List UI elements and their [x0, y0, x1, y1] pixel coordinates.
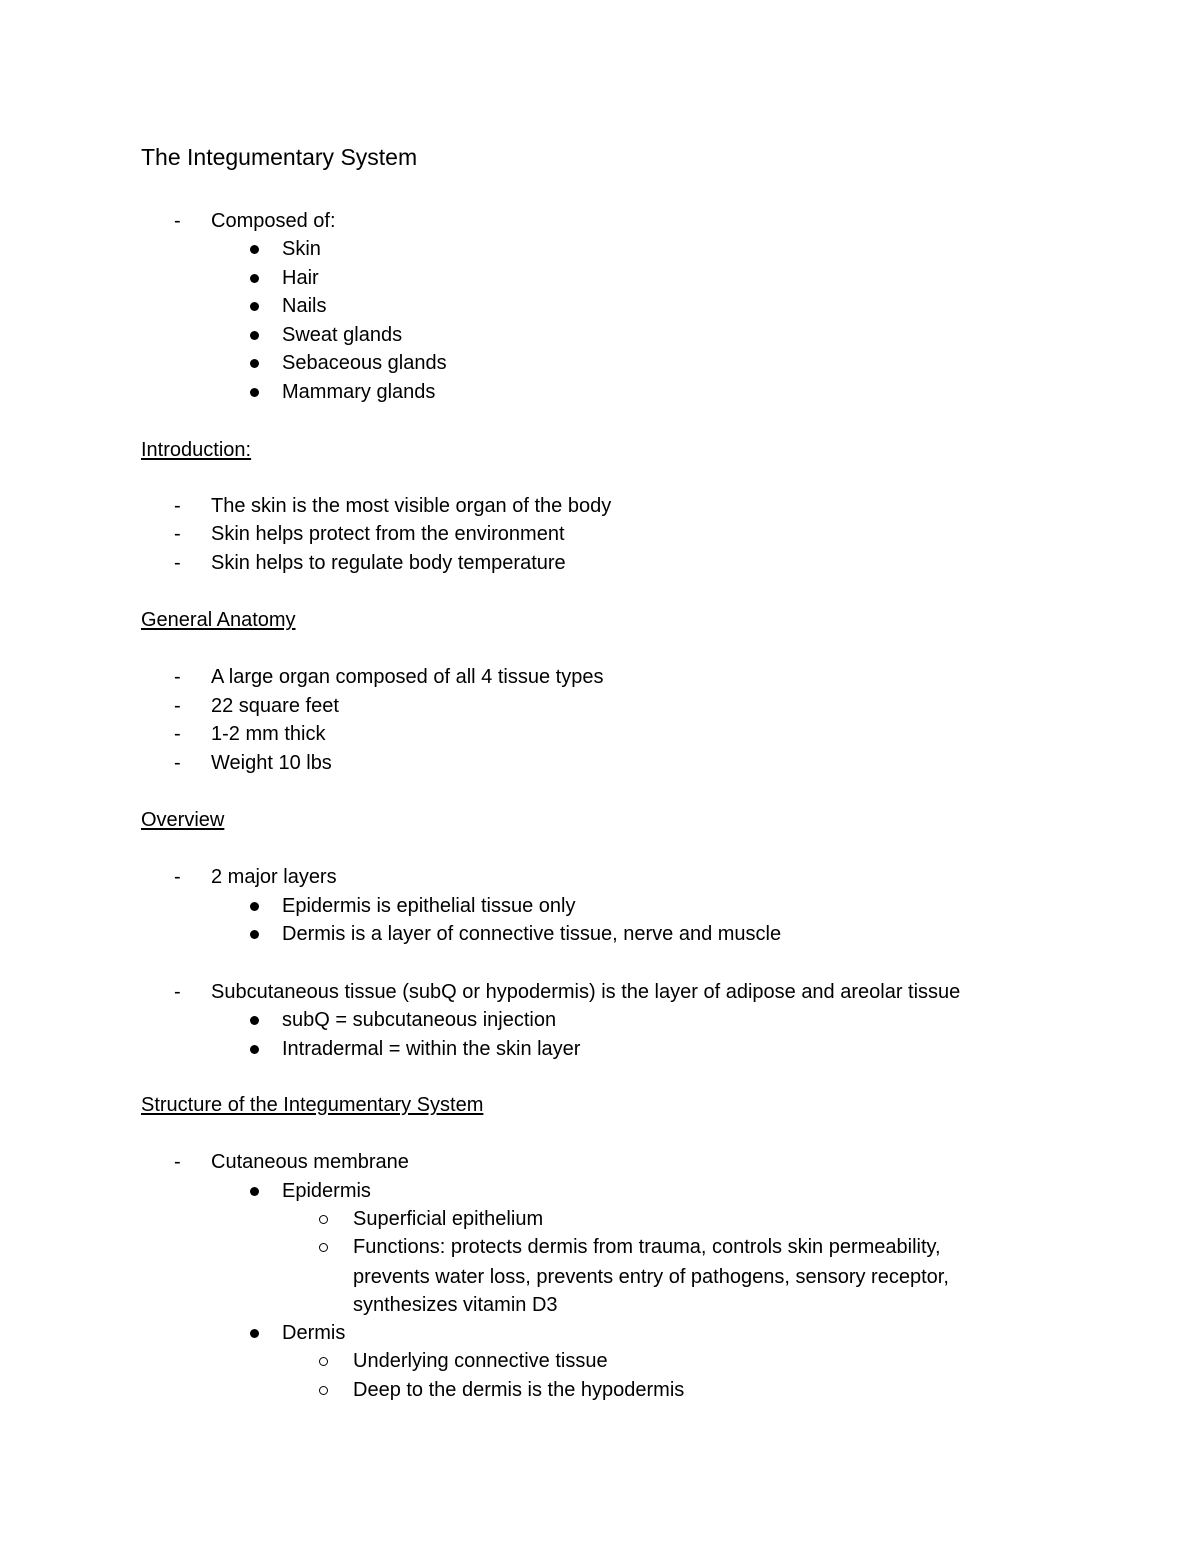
dash-marker: - [174, 495, 181, 517]
overview-subq-label: Subcutaneous tissue (subQ or hypodermis) is the layer of adipose and areolar tissue [211, 981, 961, 1003]
epidermis-item: Functions: protects dermis from trauma, controls skin permeability, [353, 1236, 941, 1258]
dash-marker: - [174, 523, 181, 545]
bullet-disc [250, 245, 259, 254]
general-anatomy-heading: General Anatomy [141, 609, 296, 631]
dash-marker: - [174, 866, 181, 888]
dermis-item: Underlying connective tissue [353, 1350, 608, 1372]
composed-item: Mammary glands [282, 381, 436, 403]
dash-marker: - [174, 210, 181, 232]
composed-label: Composed of: [211, 210, 336, 232]
epidermis-label: Epidermis [282, 1180, 371, 1202]
structure-membrane-label: Cutaneous membrane [211, 1151, 409, 1173]
structure-heading: Structure of the Integumentary System [141, 1094, 484, 1116]
general-anatomy-item: 1-2 mm thick [211, 723, 326, 745]
epidermis-item-continuation: prevents water loss, prevents entry of pathogens, sensory receptor, [353, 1266, 949, 1288]
bullet-disc [250, 1329, 259, 1338]
dash-marker: - [174, 723, 181, 745]
introduction-item: The skin is the most visible organ of the body [211, 495, 612, 517]
bullet-disc [250, 388, 259, 397]
bullet-disc [250, 359, 259, 368]
bullet-circle [319, 1357, 328, 1366]
introduction-heading: Introduction: [141, 439, 252, 461]
dermis-label: Dermis [282, 1322, 346, 1344]
dash-marker: - [174, 1151, 181, 1173]
composed-item: Sebaceous glands [282, 352, 447, 374]
overview-layer-item: Epidermis is epithelial tissue only [282, 895, 576, 917]
document-title: The Integumentary System [141, 144, 418, 170]
epidermis-item: Superficial epithelium [353, 1208, 544, 1230]
dash-marker: - [174, 752, 181, 774]
general-anatomy-item: 22 square feet [211, 695, 339, 717]
overview-layers-label: 2 major layers [211, 866, 337, 888]
bullet-disc [250, 1187, 259, 1196]
epidermis-item-continuation: synthesizes vitamin D3 [353, 1294, 558, 1316]
bullet-disc [250, 1016, 259, 1025]
bullet-circle [319, 1243, 328, 1252]
composed-item: Nails [282, 295, 327, 317]
composed-item: Skin [282, 238, 321, 260]
dash-marker: - [174, 552, 181, 574]
bullet-circle [319, 1386, 328, 1395]
dash-marker: - [174, 981, 181, 1003]
overview-subq-item: Intradermal = within the skin layer [282, 1038, 581, 1060]
introduction-item: Skin helps to regulate body temperature [211, 552, 566, 574]
general-anatomy-item: A large organ composed of all 4 tissue types [211, 666, 604, 688]
bullet-disc [250, 331, 259, 340]
overview-subq-item: subQ = subcutaneous injection [282, 1009, 557, 1031]
overview-heading: Overview [141, 809, 225, 831]
dermis-item: Deep to the dermis is the hypodermis [353, 1379, 685, 1401]
bullet-circle [319, 1215, 328, 1224]
introduction-item: Skin helps protect from the environment [211, 523, 565, 545]
overview-layer-item: Dermis is a layer of connective tissue, nerve and muscle [282, 923, 782, 945]
bullet-disc [250, 902, 259, 911]
general-anatomy-item: Weight 10 lbs [211, 752, 332, 774]
bullet-disc [250, 1045, 259, 1054]
dash-marker: - [174, 666, 181, 688]
composed-item: Sweat glands [282, 324, 403, 346]
bullet-disc [250, 930, 259, 939]
bullet-disc [250, 274, 259, 283]
composed-item: Hair [282, 267, 319, 289]
dash-marker: - [174, 695, 181, 717]
bullet-disc [250, 302, 259, 311]
